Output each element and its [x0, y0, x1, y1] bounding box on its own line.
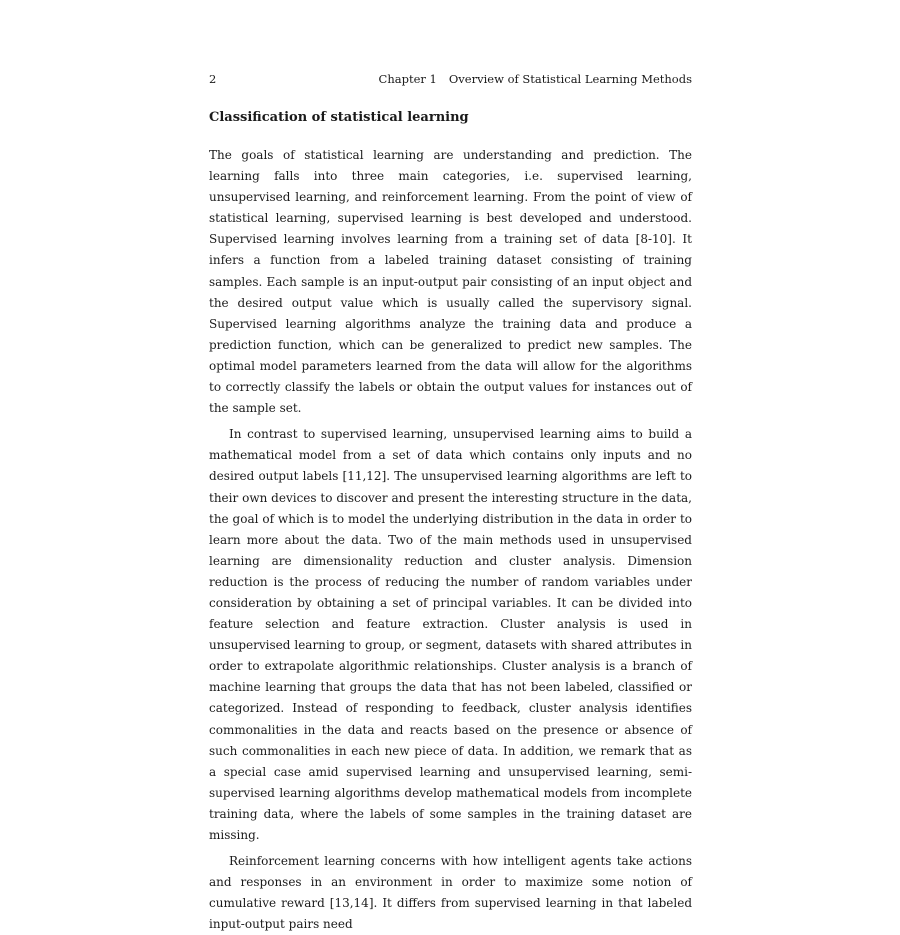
running-head — [209, 70, 692, 88]
chapter-header — [379, 70, 692, 88]
section-title: Classification of statistical learning — [209, 110, 469, 125]
body-text — [209, 145, 692, 935]
page-number: 2 — [209, 72, 217, 86]
chapter-label: Chapter 1 — [378, 72, 437, 86]
paragraph-reinforcement-learning: Reinforcement learning concerns with how intelligent agents take actions and responses in an environment in order to maximize some notion of cumulative reward [13,14]. It differs from supervised learning in that labeled input-output pairs need — [209, 854, 692, 932]
book-page — [209, 70, 692, 935]
paragraph-unsupervised-learning: In contrast to supervised learning, unsupervised learning aims to build a mathematical model from a set of data which contains only inputs and no desired output labels [11,12]. The unsupervised learning algorithms are left to their own devices to discover and present the interesting structure in the data, the goal of which is to model the underlying distribution in the data in order to learn more about the data. Two of the main methods used in unsupervised learning are dimensionality reduction and cluster analysis. Dimension reduction is the process of reducing the number of random variables under consideration by obtaining a set of principal variables. It can be divided into feature selection and feature extraction. Cluster analysis is used in unsupervised learning to group, or segment, datasets with shared attributes in order to extrapolate algorithmic relationships. Cluster analysis is a branch of machine learning that groups the data that has not been labeled, classified or categorized. Instead of responding to feedback, cluster analysis identifies commonalities in the data and reacts based on the presence or absence of such commonalities in each new piece of data. In addition, we remark that as a special case amid supervised learning and unsupervised learning, semi-supervised learning algorithms develop mathematical models from incomplete training data, where the labels of some samples in the training dataset are missing. — [209, 427, 692, 842]
chapter-title: Overview of Statistical Learning Methods — [448, 72, 692, 86]
paragraph-supervised-learning: The goals of statistical learning are understanding and prediction. The learning falls into three main categories, i.e. supervised learning, unsupervised learning, and reinforcement learning. From the point of view of statistical learning, supervised learning is best developed and understood. Supervised learning involves learning from a training set of data [8-10]. It infers a function from a labeled training dataset consisting of training samples. Each sample is an input-output pair consisting of an input object and the desired output value which is usually called the supervisory signal. Supervised learning algorithms analyze the training data and produce a prediction function, which can be generalized to predict new samples. The optimal model parameters learned from the data will allow for the algorithms to correctly classify the labels or obtain the output values for instances out of the sample set. — [209, 148, 692, 416]
